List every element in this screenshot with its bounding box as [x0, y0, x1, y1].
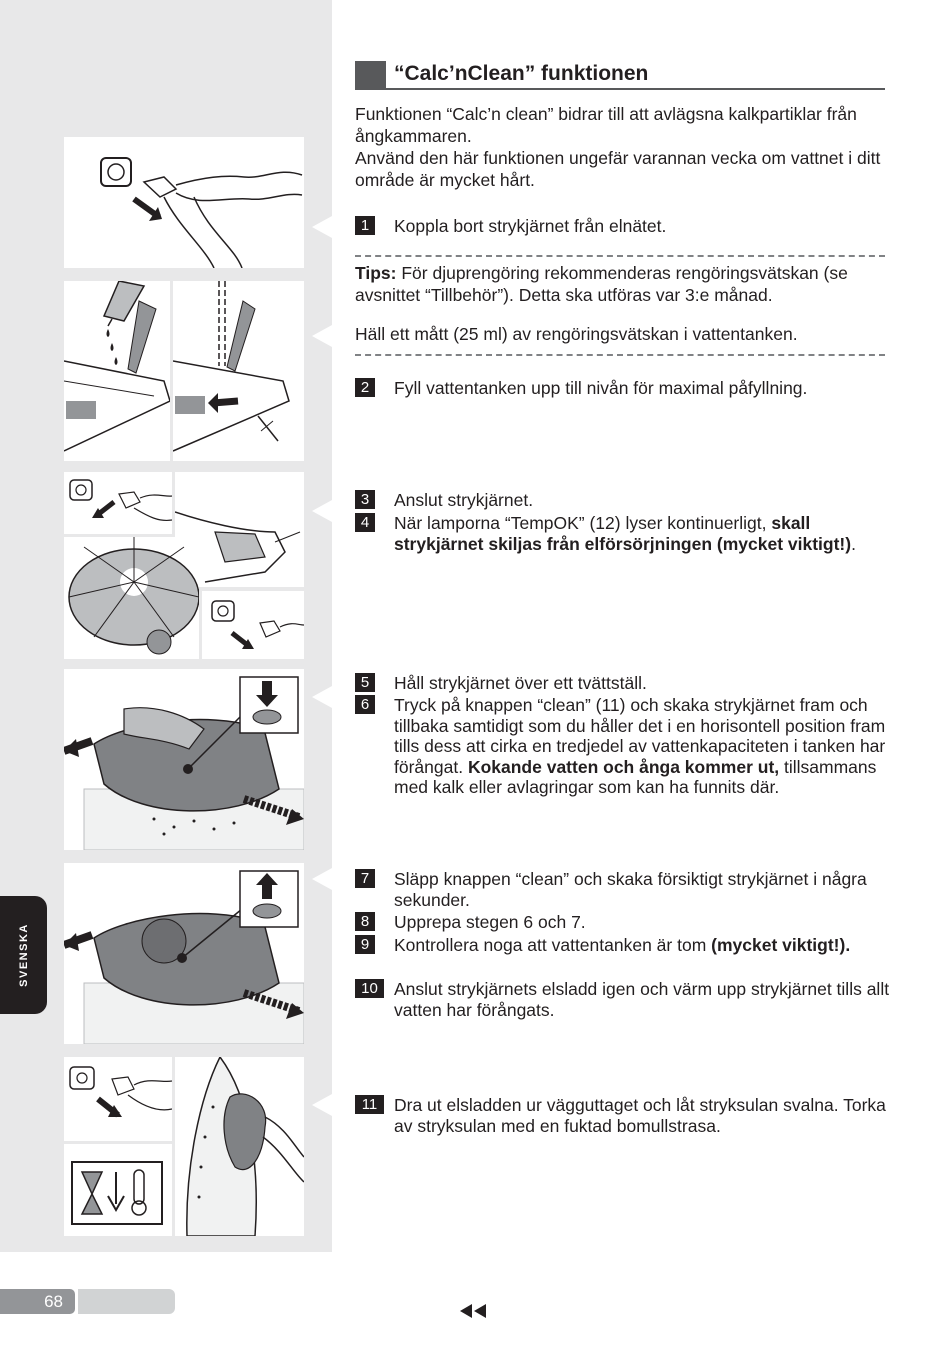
tips-divider-bottom	[355, 354, 885, 356]
step-9	[355, 935, 890, 956]
tips-divider-top	[355, 255, 885, 257]
step-number: 8	[355, 912, 375, 931]
step-text	[394, 513, 890, 554]
step-7	[355, 869, 890, 910]
page-number-box	[0, 1289, 75, 1314]
step-number: 4	[355, 513, 375, 532]
step-text-normal: När lamporna “TempOK” (12) lyser kontinuerligt,	[394, 513, 772, 533]
step-4	[355, 513, 890, 554]
tips-text: För djuprengöring rekommenderas rengöringsvätskan (se avsnittet “Tillbehör”). Detta ska utföras var 3:e månad.	[355, 263, 848, 305]
step-text: Anslut strykjärnet.	[394, 490, 534, 510]
illustration-unplug-small	[202, 591, 304, 659]
step-text: Fyll vattentanken upp till nivån för maximal påfyllning.	[394, 378, 808, 398]
step-text: Koppla bort strykjärnet från elnätet.	[394, 216, 667, 236]
pointer-arrow	[312, 1094, 332, 1116]
pointer-arrow	[312, 325, 332, 347]
previous-page-icon[interactable]	[460, 1304, 488, 1323]
step-11	[355, 1095, 890, 1136]
pointer-arrow	[312, 686, 332, 708]
step-text: Anslut strykjärnets elsladd igen och värm upp strykjärnet tills allt vatten har förångats.	[394, 979, 890, 1020]
step-text-bold: skall strykjärnet skiljas från elförsörjningen (mycket viktigt!)	[394, 513, 852, 554]
step-text-bold: (mycket viktigt!).	[711, 935, 851, 955]
step-number: 6	[355, 695, 375, 714]
step-2	[355, 378, 890, 399]
step-number: 3	[355, 490, 375, 509]
step-text: Dra ut elsladden ur vägguttaget och låt stryksulan svalna. Torka av stryksulan med en fuktad bomullstrasa.	[394, 1095, 886, 1136]
section-title: “Calc’nClean” funktionen	[394, 62, 649, 85]
illustration-wipe-soleplate	[175, 1057, 304, 1236]
intro-paragraph-1: Funktionen “Calc’n clean” bidrar till att avlägsna kalkpartiklar från ångkammaren.	[355, 104, 857, 146]
step-number: 9	[355, 935, 375, 954]
step-text	[394, 935, 890, 956]
illustration-cool-icons	[64, 1144, 172, 1236]
tips-paragraph-2: Häll ett mått (25 ml) av rengöringsvätskan i vattentanken.	[355, 324, 798, 344]
illustration-release-clean	[64, 863, 304, 1044]
step-number: 5	[355, 673, 375, 692]
step-number: 10	[355, 979, 384, 998]
illustration-temp-light	[64, 537, 199, 659]
tips-label: Tips:	[355, 263, 397, 283]
pointer-arrow	[312, 500, 332, 522]
step-number: 1	[355, 216, 375, 235]
step-6	[355, 695, 890, 798]
step-3	[355, 490, 890, 511]
intro-paragraph-2: Använd den här funktionen ungefär varannan vecka om vattnet i ditt område är mycket hårt.	[355, 148, 881, 190]
step-5	[355, 673, 890, 694]
illustration-press-clean	[64, 669, 304, 850]
step-text-normal: Kontrollera noga att vattentanken är tom	[394, 935, 712, 955]
step-text-end: tillsammans med kalk eller avlagringar som kan ha funnits där.	[394, 756, 877, 797]
section-title-bar	[355, 61, 885, 90]
page-number: 68	[44, 1292, 63, 1311]
step-1	[355, 216, 890, 237]
pointer-arrow	[312, 216, 332, 238]
step-text: Håll strykjärnet över ett tvättställ.	[394, 673, 647, 693]
step-text: Upprepa stegen 6 och 7.	[394, 912, 586, 932]
illustration-fill-tank-left	[64, 281, 170, 461]
language-tab-label: SVENSKA	[17, 923, 30, 987]
tips-paragraph	[355, 263, 890, 306]
page-footer-strip	[78, 1289, 175, 1314]
step-10	[355, 979, 890, 1020]
step-text: Släpp knappen “clean” och skaka försiktigt strykjärnet i några sekunder.	[394, 869, 867, 910]
pointer-arrow	[312, 868, 332, 890]
step-number: 11	[355, 1095, 384, 1114]
step-number: 7	[355, 869, 375, 888]
step-number: 2	[355, 378, 375, 397]
title-square-marker	[355, 61, 386, 88]
illustration-unplug-final	[64, 1057, 172, 1141]
step-text-bold: Kokande vatten och ånga kommer ut,	[467, 756, 780, 777]
step-text-normal: Tryck på knappen “clean” (11) och skaka strykjärnet fram och tillbaka samtidigt som du håller det i en horisontell position fram tills dess att cirka en tredjedel av vattenkapaciteten i tanken har förångat.	[394, 695, 886, 777]
step-text-end: .	[851, 533, 856, 554]
illustration-unplug	[64, 137, 304, 268]
illustration-plug-in	[64, 472, 172, 534]
step-text	[394, 695, 890, 798]
illustration-fill-tank-right	[173, 281, 304, 461]
illustration-panel	[0, 0, 332, 1252]
step-8	[355, 912, 890, 933]
language-tab	[0, 896, 47, 1014]
